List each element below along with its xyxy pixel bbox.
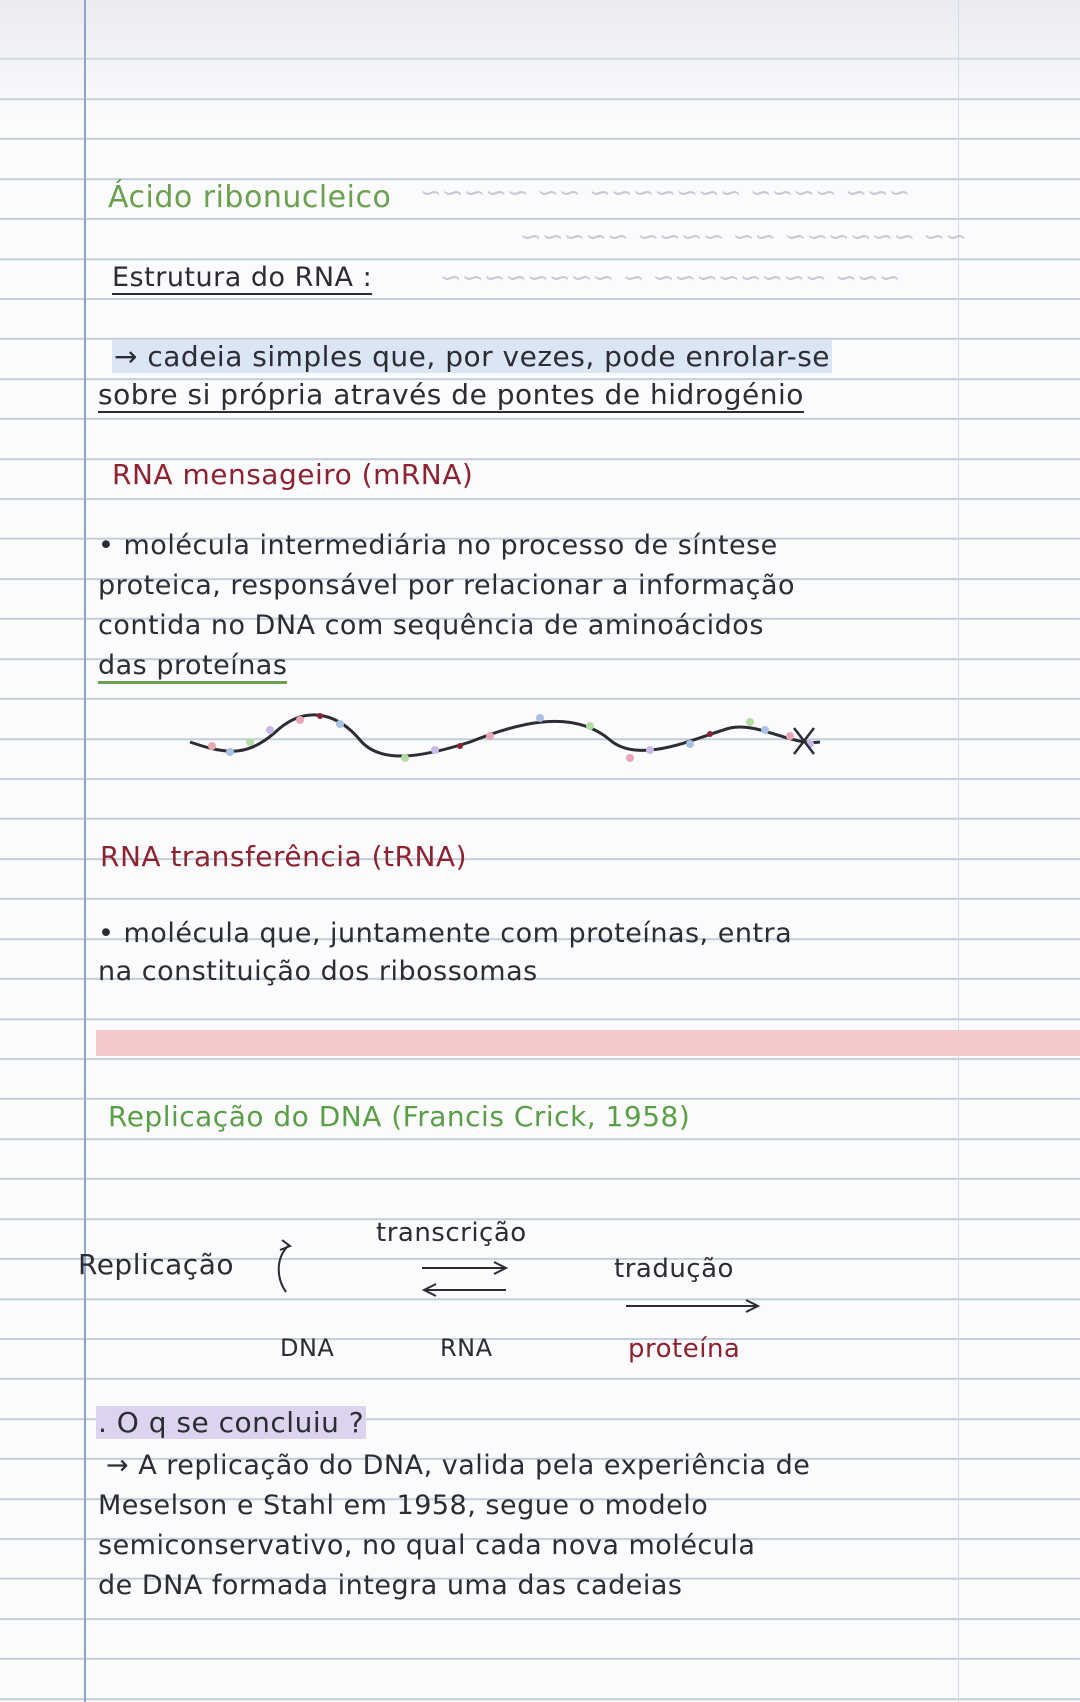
right-margin-line	[958, 0, 959, 1702]
page-top-shadow	[0, 0, 1080, 120]
section-divider-highlight	[96, 1030, 1080, 1056]
dna-node-label: DNA	[280, 1334, 335, 1362]
page-title: Ácido ribonucleico	[108, 180, 392, 215]
structure-bullet: → cadeia simples que, por vezes, pode enrolar-se	[114, 340, 831, 373]
mrna-title: RNA mensageiro (mRNA)	[112, 458, 474, 491]
structure-bullet-line2: sobre si própria através de pontes de hidrogénio	[98, 378, 804, 411]
rna-node-label: RNA	[440, 1334, 493, 1362]
mrna-strand-illustration	[190, 706, 830, 776]
translation-label: tradução	[614, 1254, 734, 1284]
trna-line: na constituição dos ribossomas	[98, 956, 538, 987]
mrna-line: das proteínas	[98, 650, 287, 681]
trna-line: • molécula que, juntamente com proteínas, entra	[98, 918, 793, 949]
mrna-line: • molécula intermediária no processo de síntese	[98, 530, 778, 561]
mrna-line: proteica, responsável por relacionar a informação	[98, 570, 796, 601]
conclusion-line: semiconservativo, no qual cada nova molécula	[98, 1530, 756, 1561]
conclusion-line: Meselson e Stahl em 1958, segue o modelo	[98, 1490, 709, 1521]
conclusion-question: . O q se concluiu ?	[98, 1406, 365, 1439]
margin-line	[84, 0, 86, 1702]
mrna-line: contida no DNA com sequência de aminoácidos	[98, 610, 764, 641]
page-subtitle: Estrutura do RNA :	[112, 262, 373, 293]
conclusion-line: de DNA formada integra uma das cadeias	[98, 1570, 683, 1601]
conclusion-line: → A replicação do DNA, valida pela experiência de	[106, 1450, 811, 1481]
protein-node-label: proteína	[628, 1334, 741, 1364]
trna-title: RNA transferência (tRNA)	[100, 840, 468, 873]
replication-label: Replicação	[78, 1248, 234, 1281]
transcription-arrows	[420, 1260, 510, 1300]
bleed-through-text: ~~~ ~~~~~~~~ ~ ~~~~~~~~	[440, 263, 901, 293]
translation-arrow	[624, 1296, 764, 1316]
transcription-label: transcrição	[376, 1218, 527, 1248]
replication-title: Replicação do DNA (Francis Crick, 1958)	[108, 1100, 691, 1133]
replication-loop-arrow	[270, 1236, 310, 1316]
bleed-through-text: ~~ ~~~~~~ ~~ ~~~~ ~~~~~	[520, 222, 967, 252]
bleed-through-text: ~~~ ~~~~ ~~~~~~~ ~~ ~~~~~	[420, 178, 911, 208]
